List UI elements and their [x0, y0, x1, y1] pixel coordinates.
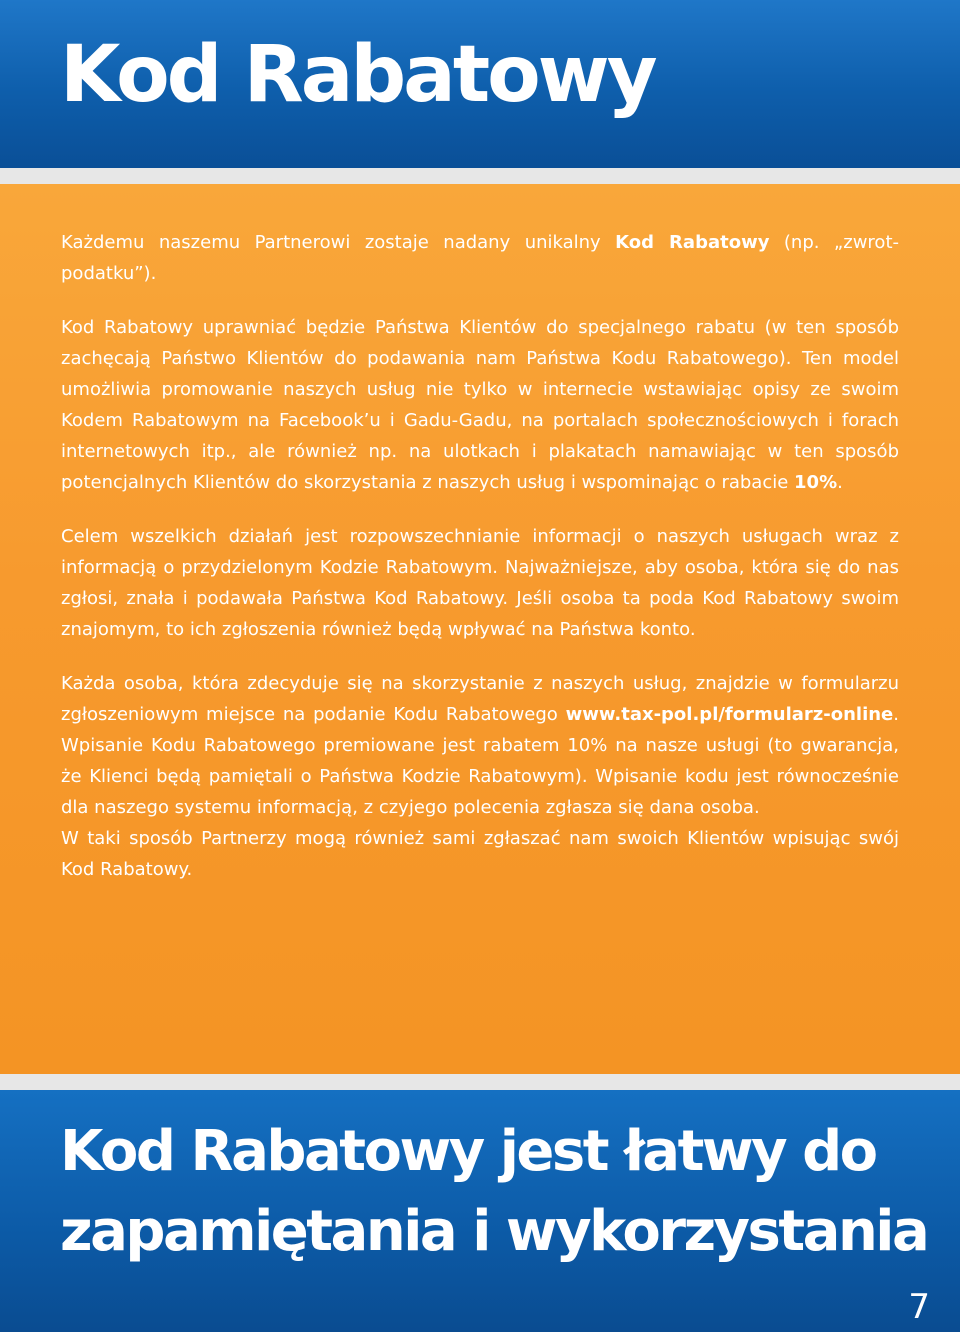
top-divider-stripe [0, 168, 960, 184]
body-text [61, 227, 899, 908]
page-number: 7 [908, 1287, 930, 1327]
paragraph-benefits-text-end: . [837, 472, 843, 493]
page-title: Kod Rabatowy [60, 30, 655, 120]
paragraph-form-text-end: . Wpisanie Kodu Rabatowego premiowane jest rabatem 10% na nasze usługi (to gwarancja, że Klienci będą pamiętali o Państwa Kodzie Rabatowym). Wpisanie kodu jest równocześnie dla naszego systemu informacją, z czyjego polecenia zgłasza się dana osoba. [61, 704, 899, 818]
paragraph-goal: Celem wszelkich działań jest rozpowszechnianie informacji o naszych usługach wraz z informacją o przydzielonym Kodzie Rabatowym. Najważniejsze, aby osoba, która się do nas zgłosi, znała i podawała Państwa Kod Rabatowy. Jeśli osoba ta poda Kod Rabatowy swoim znajomym, to ich zgłoszenia również będą wpływać na Państwa konto. [61, 526, 899, 640]
paragraph-partners: W taki sposób Partnerzy mogą również sami zgłaszać nam swoich Klientów wpisując swój Kod Rabatowy. [61, 828, 899, 880]
discount-percent: 10% [794, 472, 838, 493]
paragraph-benefits [61, 312, 899, 498]
paragraph-intro-text-end: (np. „zwrot-podatku”). [61, 232, 899, 284]
title-banner [0, 0, 960, 168]
paragraph-benefits-text: Kod Rabatowy uprawniać będzie Państwa Klientów do specjalnego rabatu (w ten sposób zachęcają Państwo Klientów do podawania nam Państwa Kodu Rabatowego). Ten model umożliwia promowanie naszych usług nie tylko w internecie wstawiając opisy ze swoim Kodem Rabatowym na Facebook’u i Gadu-Gadu, na portalach społecznościowych i forach internetowych itp., ale również np. na ulotkach i plakatach namawiając w ten sposób potencjalnych Klientów do skorzystania z naszych usług i wspominając o rabacie [61, 317, 899, 493]
footer-tagline [60, 1112, 927, 1272]
form-url-link[interactable]: www.tax-pol.pl/formularz-online [565, 704, 894, 725]
footer-tagline-line-1: Kod Rabatowy jest łatwy do [60, 1119, 876, 1184]
footer-banner [0, 1090, 960, 1332]
discount-code-term: Kod Rabatowy [615, 232, 770, 253]
paragraph-intro-text: Każdemu naszemu Partnerowi zostaje nadany unikalny [61, 232, 616, 253]
paragraph-intro [61, 227, 899, 289]
footer-tagline-line-2: zapamiętania i wykorzystania [60, 1199, 928, 1264]
paragraph-form-text: Każda osoba, która zdecyduje się na skorzystanie z naszych usług, znajdzie w formularzu zgłoszeniowym miejsce na podanie Kodu Rabatowego [61, 673, 899, 725]
paragraph-form [61, 668, 899, 823]
bottom-divider-stripe [0, 1074, 960, 1090]
